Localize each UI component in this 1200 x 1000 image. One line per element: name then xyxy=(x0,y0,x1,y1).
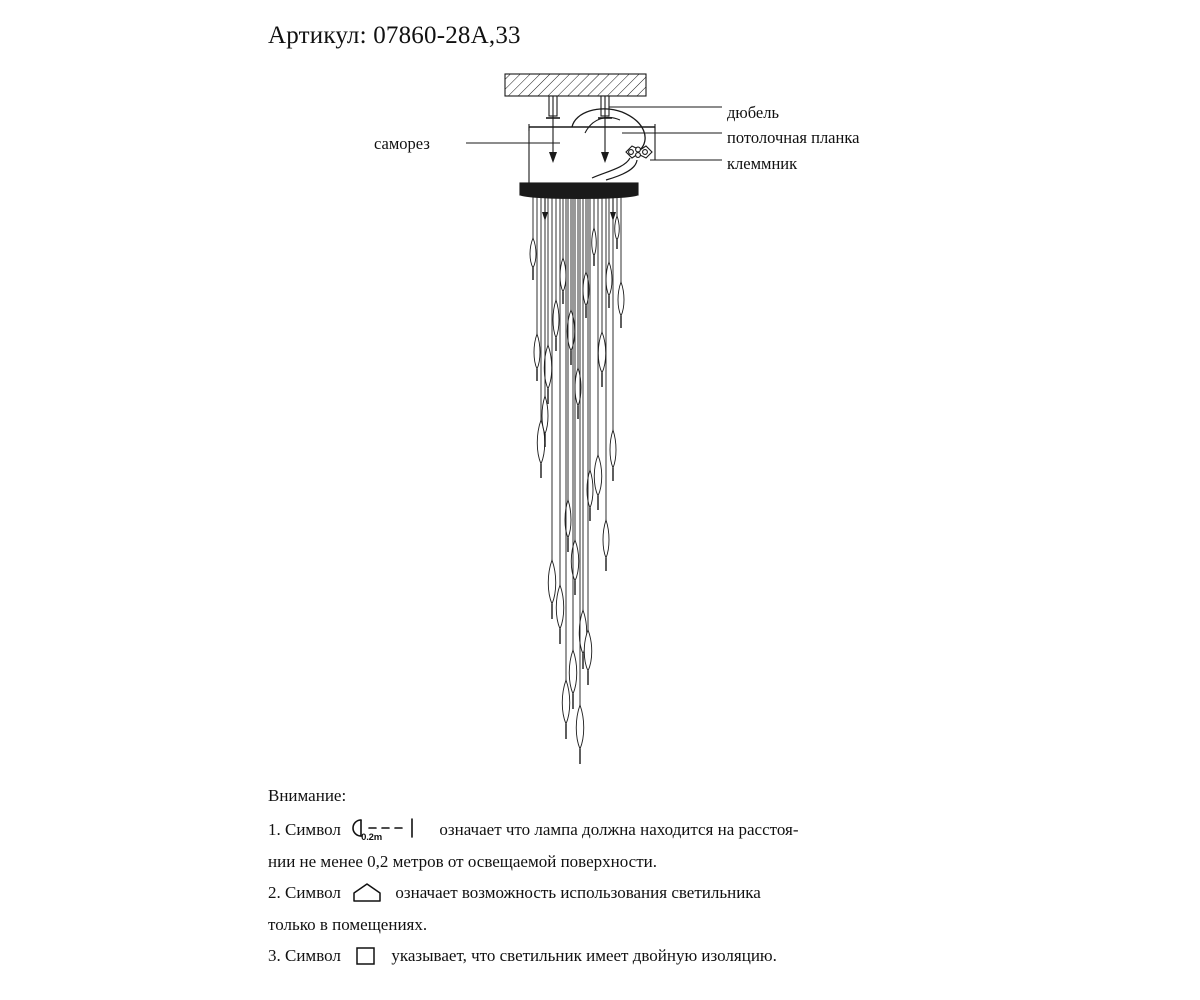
callout-label-self-tapping-screw: саморез xyxy=(374,134,430,153)
page-title: Артикул: 07860-28A,33 xyxy=(268,22,521,49)
note-1-text-part2: нии не менее 0,2 метров от освещаемой поверхности. xyxy=(268,851,657,871)
callout-label-ceiling-plate: потолочная планка xyxy=(727,128,860,147)
note-3-text-part1: указывает, что светильник имеет двойную изоляцию. xyxy=(391,946,777,966)
notes-block xyxy=(268,782,948,974)
distance-0.2m-icon xyxy=(349,817,431,843)
callout-label-dubel: дюбель xyxy=(727,103,779,122)
note-2-text-part2: только в помещениях. xyxy=(268,914,428,934)
note-item-2 xyxy=(268,879,948,907)
notes-heading: Внимание: xyxy=(268,786,347,805)
note-item-1 xyxy=(268,816,948,844)
note-1-number: 1. Символ xyxy=(268,819,341,839)
note-2-number: 2. Символ xyxy=(268,883,341,903)
double-insulation-square-icon xyxy=(353,945,379,967)
note-2-text-part1: означает возможность использования светильника xyxy=(395,883,761,903)
distance-caption: 0.2m xyxy=(361,831,382,843)
house-icon xyxy=(351,882,385,904)
callout-label-terminal-block: клеммник xyxy=(727,154,798,173)
note-3-number: 3. Символ xyxy=(268,946,341,966)
note-item-3 xyxy=(268,942,948,970)
note-1-text-part1: означает что лампа должна находится на расстоя- xyxy=(439,819,799,839)
